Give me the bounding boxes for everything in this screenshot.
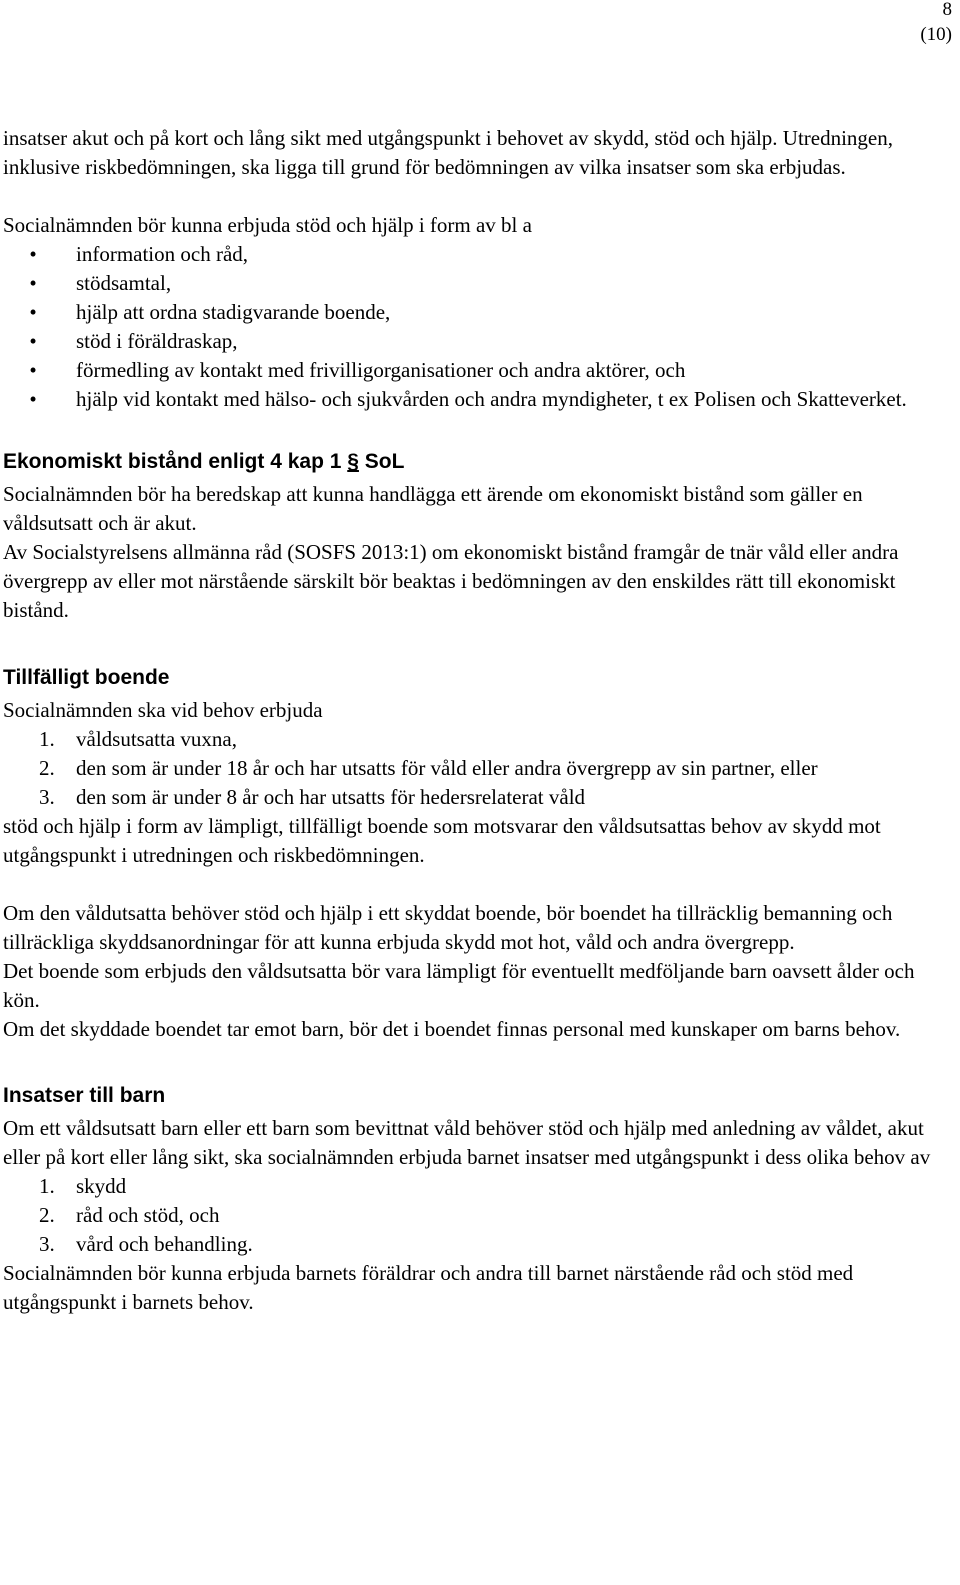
page-number-total: (10) (920, 24, 952, 45)
list-item: • hjälp vid kontakt med hälso- och sjukvården och andra myndigheter, t ex Polisen och Skatteverket. (3, 385, 948, 414)
ekonomiskt-paragraph-1: Socialnämnden bör ha beredskap att kunna handlägga ett ärende om ekonomiskt bistånd som gäller en våldsutsatt och är akut. (3, 482, 863, 535)
section-heading-barn: Insatser till barn (3, 1084, 166, 1107)
bullet-icon: • (29, 358, 37, 382)
section-heading-tillfalligt: Tillfälligt boende (3, 666, 170, 689)
list-item: 3. den som är under 8 år och har utsatts för hedersrelaterat våld (39, 785, 586, 809)
list-item: • stöd i föräldraskap, (3, 327, 948, 356)
list-item: 2. den som är under 18 år och har utsatts för våld eller andra övergrepp av sin partner, eller (39, 756, 818, 780)
tillfalligt-list (3, 725, 948, 812)
list-item: 1. skydd (39, 1174, 127, 1198)
document-body (3, 124, 948, 1317)
bullet-icon: • (29, 242, 37, 266)
list-item: 1. våldsutsatta vuxna, (39, 727, 237, 751)
list-item: • hjälp att ordna stadigvarande boende, (3, 298, 948, 327)
intro-paragraph: insatser akut och på kort och lång sikt med utgångspunkt i behovet av skydd, stöd och hjälp. Utredningen, inklusive riskbedömningen, ska ligga till grund för bedömningen av vilka insatser som ska erbjudas. (3, 126, 893, 179)
tillfalligt-after: stöd och hjälp i form av lämpligt, tillfälligt boende som motsvarar den våldsutsattas behov av skydd mot utgångspunkt i utredningen och riskbedömningen. (3, 814, 881, 867)
bullet-icon: • (29, 387, 37, 411)
intro-lead: Socialnämnden bör kunna erbjuda stöd och hjälp i form av bl a (3, 213, 532, 237)
list-item: • stödsamtal, (3, 269, 948, 298)
barn-list (3, 1172, 948, 1259)
tillfalligt-paragraph-1: Om den våldutsatta behöver stöd och hjälp i ett skyddat boende, bör boendet ha tillräcklig bemanning och tillräckliga skyddsanordningar för att kunna erbjuda skydd mot hot, våld och andra övergrepp. (3, 901, 893, 954)
list-item: 3. vård och behandling. (39, 1232, 253, 1256)
list-item: • förmedling av kontakt med frivilligorganisationer och andra aktörer, och (3, 356, 948, 385)
bullet-icon: • (29, 271, 37, 295)
barn-closing: Socialnämnden bör kunna erbjuda barnets föräldrar och andra till barnet närstående råd och stöd med utgångspunkt i barnets behov. (3, 1261, 854, 1314)
page-number (920, 0, 952, 47)
support-list (3, 240, 948, 414)
ekonomiskt-paragraph-2: Av Socialstyrelsens allmänna råd (SOSFS 2013:1) om ekonomiskt bistånd framgår de tnär våld eller andra övergrepp av eller mot närstående särskilt bör beaktas i bedömningen av den enskildes rätt till ekonomiskt bistånd. (3, 540, 899, 622)
barn-lead: Om ett våldsutsatt barn eller ett barn som bevittnat våld behöver stöd och hjälp med anledning av våldet, akut eller på kort eller lång sikt, ska socialnämnden erbjuda barnet insatser med utgångspunkt i dess olika behov av (3, 1116, 931, 1169)
bullet-icon: • (29, 329, 37, 353)
section-heading-ekonomiskt: Ekonomiskt bistånd enligt 4 kap 1 § SoL (3, 450, 405, 473)
tillfalligt-paragraph-2: Det boende som erbjuds den våldsutsatta bör vara lämpligt för eventuellt medföljande barn oavsett ålder och kön. (3, 959, 915, 1012)
list-item: 2. råd och stöd, och (39, 1203, 220, 1227)
tillfalligt-lead: Socialnämnden ska vid behov erbjuda (3, 698, 323, 722)
list-item: • information och råd, (3, 240, 948, 269)
tillfalligt-paragraph-3: Om det skyddade boendet tar emot barn, bör det i boendet finnas personal med kunskaper om barns behov. (3, 1017, 901, 1041)
bullet-icon: • (29, 300, 37, 324)
page-number-current: 8 (942, 0, 952, 20)
